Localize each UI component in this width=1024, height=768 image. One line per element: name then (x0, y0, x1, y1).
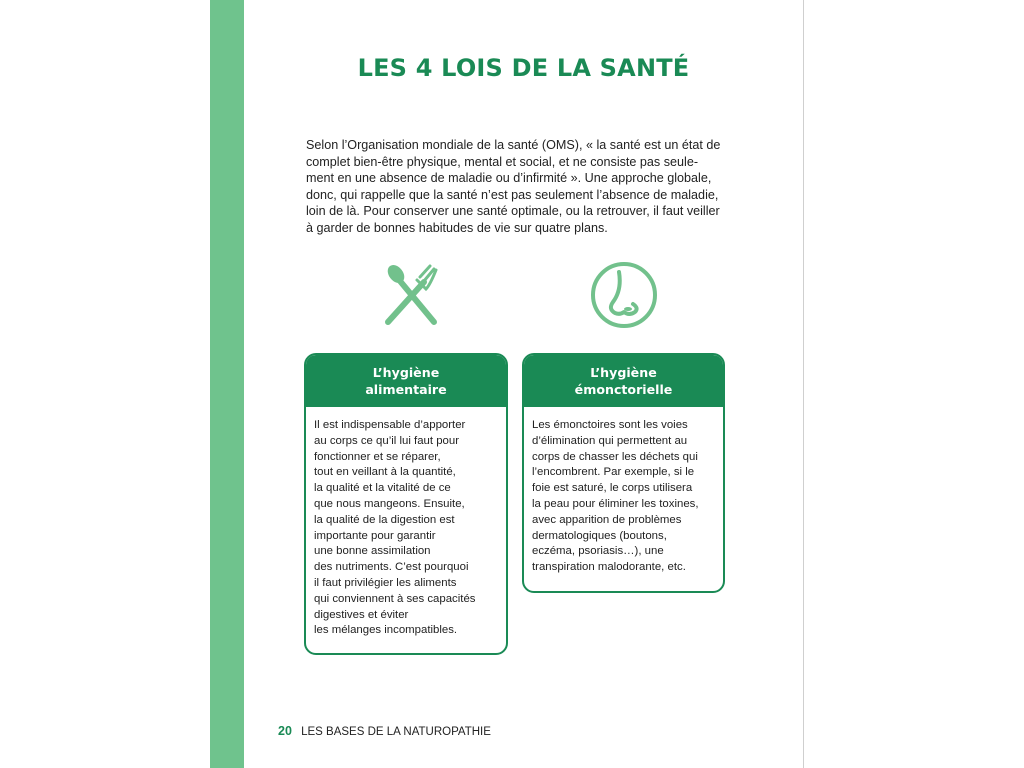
book-page (210, 0, 804, 768)
intro-line: loin de là. Pour conserver une santé optimale, ou la retrouver, il faut veiller (306, 204, 720, 219)
page-title: LES 4 LOIS DE LA SANTÉ (357, 54, 690, 82)
card-line: dermatologiques (boutons, (532, 529, 667, 542)
card-hygiene-alimentaire (304, 353, 508, 655)
card-line: au corps ce qu’il lui faut pour (314, 434, 459, 447)
card-line: la qualité et la vitalité de ce (314, 482, 451, 495)
card-line: foie est saturé, le corps utilisera (532, 482, 693, 495)
card-line: la qualité de la digestion est (314, 513, 455, 526)
card-line: les mélanges incompatibles. (314, 624, 458, 637)
card-line: qui conviennent à ses capacités (314, 592, 476, 605)
intro-paragraph (306, 137, 742, 237)
page-number: 20 (278, 724, 292, 738)
card-line: d’élimination qui permettent au (532, 434, 688, 447)
side-color-band (210, 0, 244, 768)
card-line: tout en veillant à la quantité, (314, 466, 456, 479)
card-line: avec apparition de problèmes (532, 513, 682, 526)
fork-spoon-icon (378, 262, 444, 328)
card-line: Les émonctoires sont les voies (532, 419, 688, 431)
card-line: eczéma, psoriasis…), une (532, 545, 664, 558)
card-line: que nous mangeons. Ensuite, (314, 497, 465, 510)
card-body (306, 407, 506, 639)
card-title-line: L’hygiène (590, 365, 657, 380)
intro-line: Selon l’Organisation mondiale de la santé (OMS), « la santé est un état de (306, 138, 721, 152)
card-line: Il est indispensable d’apporter (314, 419, 466, 431)
card-line: transpiration malodorante, etc. (532, 561, 686, 574)
intro-line: complet bien-être physique, mental et social, et ne consiste pas seule- (306, 154, 699, 169)
intro-line: à garder de bonnes habitudes de vie sur quatre plans. (306, 220, 608, 235)
nose-icon (589, 260, 659, 330)
card-line: fonctionner et se réparer, (314, 450, 441, 463)
card-body (524, 407, 723, 576)
card-line: digestives et éviter (314, 608, 409, 621)
card-hygiene-emonctorielle (522, 353, 725, 593)
card-header (524, 355, 723, 407)
running-title: LES BASES DE LA NATUROPATHIE (301, 726, 491, 738)
card-title-line: alimentaire (365, 382, 447, 397)
card-line: l’encombrent. Par exemple, si le (532, 466, 695, 479)
card-line: la peau pour éliminer les toxines, (532, 497, 699, 510)
card-title-line: émonctorielle (574, 382, 673, 397)
card-header (306, 355, 506, 407)
card-line: importante pour garantir (314, 529, 436, 542)
intro-line: ment en une absence de maladie ou d’infirmité ». Une approche globale, (306, 171, 712, 186)
card-line: corps de chasser les déchets qui (532, 450, 698, 463)
card-line: il faut privilégier les aliments (314, 576, 457, 589)
card-title-line: L’hygiène (372, 365, 440, 380)
page-footer (278, 724, 491, 738)
card-line: une bonne assimilation (314, 545, 431, 558)
intro-line: donc, qui rappelle que la santé n’est pas seulement l’absence de maladie, (306, 187, 719, 202)
card-line: des nutriments. C’est pourquoi (314, 561, 469, 574)
